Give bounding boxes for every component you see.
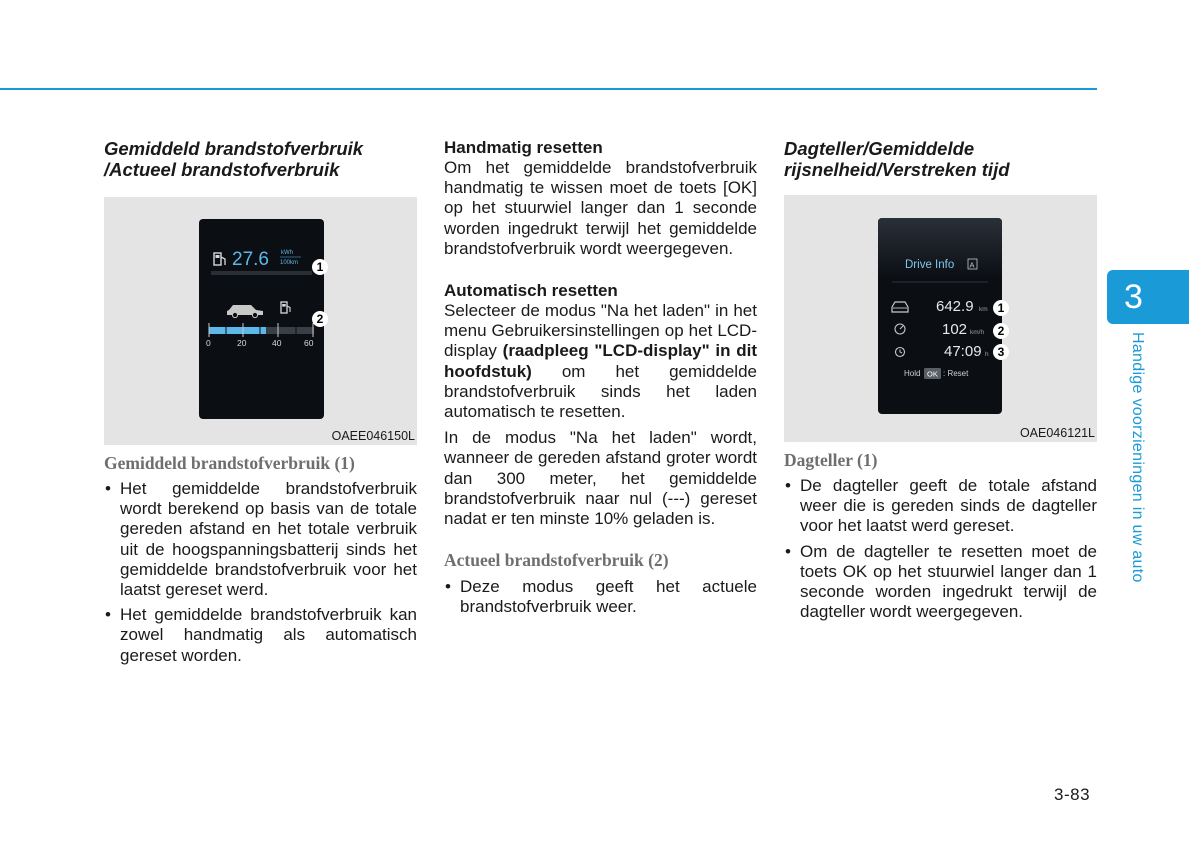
column-middle — [444, 138, 757, 623]
callout-1: 1 — [312, 259, 328, 275]
speedometer-icon — [895, 324, 905, 334]
page-number: 3-83 — [1054, 785, 1091, 804]
reset-label: : Reset — [943, 369, 969, 378]
column-left — [104, 138, 417, 671]
list-item: • Het gemiddelde brandstofverbruik kan zowel handmatig als automatisch gereset worden. — [104, 605, 417, 666]
column-right — [784, 138, 1097, 627]
consumption-bar-fill — [209, 327, 266, 334]
list-item: • De dagteller geeft de totale afstand weer die is gereden sinds de dagteller voor het laatst werd gereset. — [784, 476, 1097, 537]
title-badge: A — [969, 260, 975, 270]
bullet-list — [784, 476, 1097, 622]
scale-label-20: 20 — [237, 338, 247, 348]
unit-bottom: 100km — [280, 260, 299, 266]
top-rule — [0, 88, 1097, 90]
bullet-list — [444, 577, 757, 617]
list-item: • Deze modus geeft het actuele brandstofverbruik weer. — [444, 577, 757, 617]
figure-drive-info — [784, 195, 1097, 442]
avg-consumption-value: 27.6 — [232, 249, 269, 270]
elapsed-time-unit: h — [985, 351, 989, 358]
hold-label: Hold — [904, 369, 921, 378]
callout-2: 2 — [312, 311, 328, 327]
auto-text-part-1: Selecteer de modus "Na het laden" in het menu Gebruikersinstellingen op het LCD-display — [444, 301, 757, 361]
callout-3: 3 — [993, 344, 1009, 360]
auto-text-bold: (raadpleeg "LCD-display" in dit hoofdstuk) — [444, 341, 757, 381]
chapter-title: Handige voorzieningen in uw auto — [1129, 332, 1146, 583]
list-item: • Om de dagteller te resetten moet de toets OK op het stuurwiel langer dan 1 seconde worden ingedrukt terwijl de dagteller wordt weergegeven. — [784, 542, 1097, 623]
list-item: • Het gemiddelde brandstofverbruik wordt berekend op basis van de totale gereden afstand en het totale verbruik uit de hoogspanningsbatterij sinds het gemiddelde brandstofverbruik voor het laatst gereset werd. — [104, 479, 417, 600]
trip-distance-unit: km — [979, 306, 988, 313]
cluster-screen — [199, 219, 324, 419]
chapter-title-vertical — [1128, 332, 1150, 602]
elapsed-time-value: 47:09 — [944, 343, 982, 360]
ok-label: OK — [927, 369, 938, 379]
scale-label-0: 0 — [206, 338, 211, 348]
clock-icon — [896, 348, 905, 357]
section-heading-trip: Dagteller/Gemiddelde rijsnelheid/Verstreken tijd — [784, 138, 1010, 180]
callout-2: 2 — [993, 323, 1009, 339]
subheading-trip-meter: Dagteller (1) — [784, 450, 878, 470]
heading-manual-reset: Handmatig resetten — [444, 138, 603, 157]
auto-text-part-2: om het gemiddelde brandstofverbruik sinds het laden automatisch te resetten. — [444, 361, 757, 422]
heading-auto-reset: Automatisch resetten — [444, 281, 618, 301]
scale-label-60: 60 — [304, 338, 314, 348]
car-front-icon — [892, 302, 908, 312]
subheading-actual-consumption: Actueel brandstofverbruik (2) — [444, 550, 669, 571]
trip-distance-value: 642.9 — [936, 298, 974, 315]
chapter-number: 3 — [1124, 278, 1143, 316]
car-icon — [227, 305, 263, 318]
drive-info-screen — [878, 218, 1002, 414]
drive-info-graphic — [878, 218, 1002, 414]
bullet-list — [104, 479, 417, 666]
callout-1: 1 — [993, 300, 1009, 316]
fuel-pump-icon — [214, 253, 225, 265]
figure-code: OAEE046150L — [331, 429, 415, 443]
avg-speed-value: 102 — [942, 321, 968, 338]
figure-code: OAE046121L — [1019, 426, 1095, 440]
scale-label-40: 40 — [272, 338, 282, 348]
unit-top: kWh — [281, 250, 293, 256]
section-heading-fuel-consumption: Gemiddeld brandstofverbruik /Actueel brandstofverbruik — [104, 138, 364, 180]
paragraph-manual-reset: Om het gemiddelde brandstofverbruik handmatig te wissen moet de toets [OK] op het stuurwiel langer dan 1 seconde worden ingedrukt terwijl het gemiddelde brandstofverbruik wordt weergegeven. — [444, 158, 757, 258]
paragraph-auto-reset — [444, 301, 757, 422]
fuel-pump-small-icon — [281, 302, 290, 313]
fuel-display-graphic — [199, 219, 324, 419]
subheading-average-consumption: Gemiddeld brandstofverbruik (1) — [104, 453, 355, 473]
figure-fuel-display — [104, 197, 417, 445]
avg-speed-unit: km/h — [970, 329, 985, 336]
chapter-tab — [1107, 270, 1189, 324]
paragraph-after-charging: In de modus "Na het laden" wordt, wanneer de gereden afstand groter wordt dan 300 meter, het gemiddelde brandstofverbruik naar nul (---) gereset nadat er ten minste 10% geladen is. — [444, 428, 757, 529]
drive-info-title: Drive Info — [905, 259, 955, 271]
